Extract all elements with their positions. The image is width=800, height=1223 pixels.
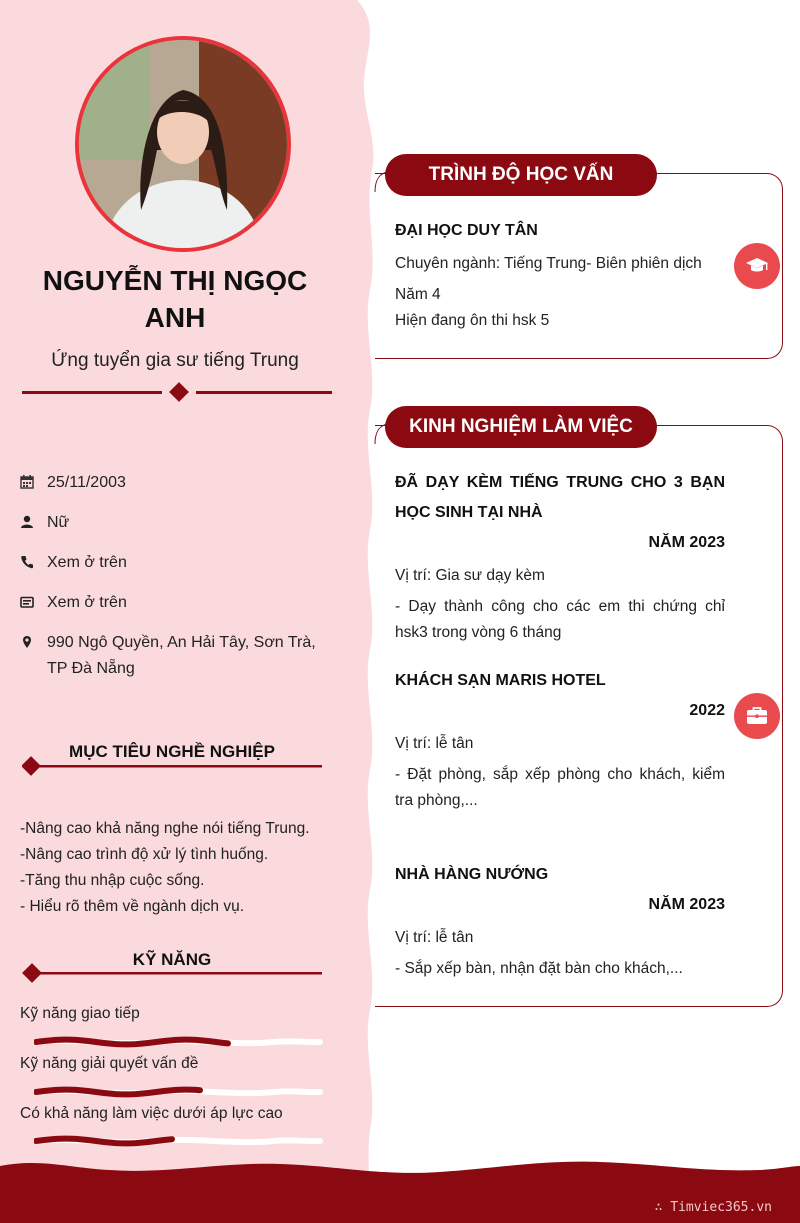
graduation-cap-icon [745,254,769,278]
objective-line: -Nâng cao trình độ xử lý tình huống. [20,846,269,863]
skill-bar [34,1035,324,1049]
gender-row [20,510,320,536]
objective-line: -Tăng thu nhập cuộc sống. [20,872,205,889]
full-name-line2: ANH [144,302,206,333]
address-line2: TP Đà Nẵng [47,660,135,677]
job-position: Vị trí: lễ tân [395,929,474,946]
email-value: Xem ở trên [47,594,127,611]
skill-name: Kỹ năng giải quyết vấn đề [20,1055,199,1072]
objective-heading-line [22,750,322,780]
email-row [20,590,320,616]
objective-text [20,816,340,920]
job-description: - Dạy thành công cho các em thi chứng chỉ [395,598,725,615]
user-icon [20,515,34,529]
experience-title: KINH NGHIỆM LÀM VIỆC [385,406,657,448]
full-name-line1: NGUYỄN THỊ NGỌC [42,265,308,296]
birthday-value: 25/11/2003 [47,474,126,491]
objective-heading [22,742,322,772]
phone-icon [20,555,34,569]
job-description: - Sắp xếp bàn, nhận đặt bàn cho khách,... [395,960,683,977]
objective-line: - Hiểu rõ thêm về ngành dịch vụ. [20,898,245,915]
job-title: KHÁCH SẠN MARIS HOTEL [395,672,606,689]
job-title: NHÀ HÀNG NƯỚNG [395,866,549,883]
experience-icon-badge [734,693,780,739]
job-position: Vị trí: lễ tân [395,735,474,752]
phone-row [20,550,320,576]
education-year: Năm 4 [395,286,441,303]
skill-bar [34,1134,324,1148]
objective-line: -Nâng cao khả năng nghe nói tiếng Trung. [20,820,310,837]
job-year: 2022 [689,702,725,719]
skills-heading-line [22,958,322,988]
name-divider [22,382,332,402]
watermark: ∴ Timviec365.vn [654,1200,772,1215]
education-icon-badge [734,243,780,289]
phone-value: Xem ở trên [47,554,127,571]
education-note: Hiện đang ôn thi hsk 5 [395,312,550,329]
job-title: Ứng tuyển gia sư tiếng Trung [51,350,299,371]
job-year: NĂM 2023 [648,896,725,913]
full-name [20,262,330,336]
education-title: TRÌNH ĐỘ HỌC VẤN [385,154,657,196]
address-line1: 990 Ngô Quyền, An Hải Tây, Sơn Trà, [47,634,316,651]
skill-bar [34,1085,324,1099]
envelope-icon [20,595,34,609]
job-description-cont: tra phòng,... [395,792,478,809]
objective-title: MỤC TIÊU NGHỀ NGHIỆP [69,742,275,761]
skills-heading [22,950,322,980]
calendar-icon [20,475,34,489]
job-title-cont: HỌC SINH TẠI NHÀ [395,504,543,521]
job-year: NĂM 2023 [648,534,725,551]
job-description: - Đặt phòng, sắp xếp phòng cho khách, kiểm [395,766,725,783]
map-pin-icon [20,635,34,649]
job-title: ĐÃ DẠY KÈM TIẾNG TRUNG CHO 3 BẠN [395,474,725,491]
profile-photo [75,36,291,252]
skill-name: Có khả năng làm việc dưới áp lực cao [20,1105,283,1122]
skills-title: KỸ NĂNG [132,950,212,969]
birthday-row [20,470,320,496]
address-row [20,630,320,682]
education-major: Chuyên ngành: Tiếng Trung- Biên phiên dịch [395,255,702,272]
briefcase-icon [745,704,769,728]
skill-name: Kỹ năng giao tiếp [20,1005,140,1022]
gender-value: Nữ [47,514,70,531]
school-name: ĐẠI HỌC DUY TÂN [395,222,538,239]
job-position: Vị trí: Gia sư dạy kèm [395,567,545,584]
job-description-cont: hsk3 trong vòng 6 tháng [395,624,562,641]
